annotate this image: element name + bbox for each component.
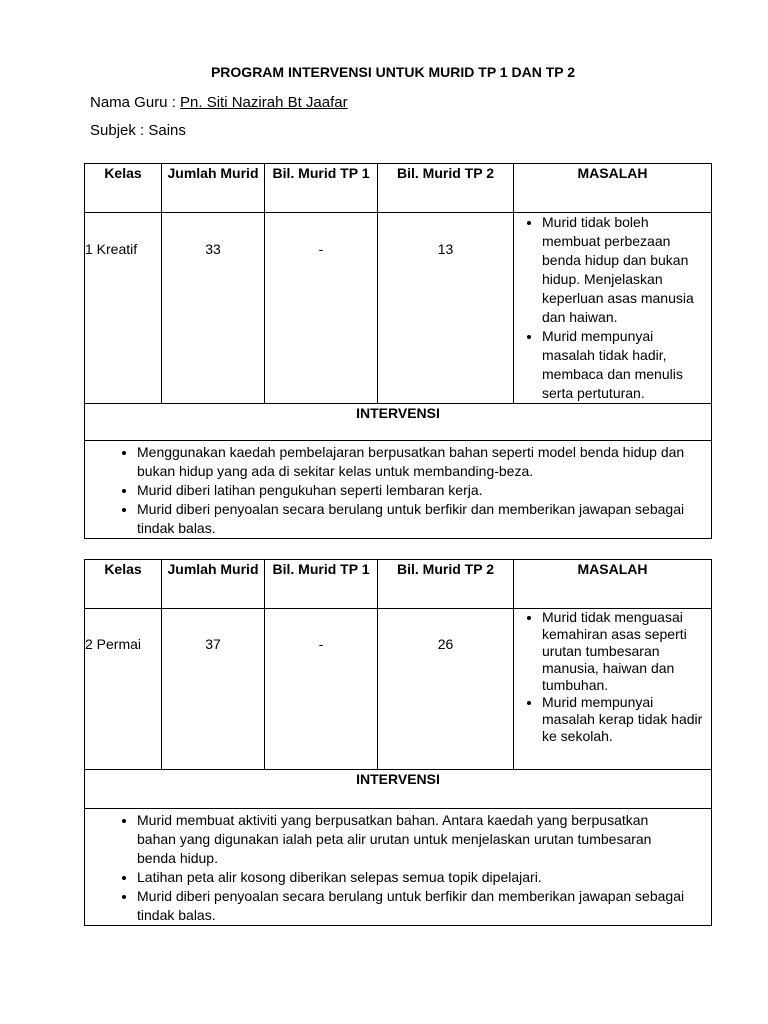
header-kelas: Kelas: [85, 164, 162, 213]
page-title: PROGRAM INTERVENSI UNTUK MURID TP 1 DAN TP 2: [210, 64, 576, 80]
list-item: • Latihan peta alir kosong diberikan selepas semua topik dipelajari.: [137, 868, 711, 887]
list-item: • Murid tidak boleh membuat perbezaan benda hidup dan bukan hidup. Menjelaskan keperluan asas manusia dan haiwan.: [542, 213, 711, 327]
intervention-table-1: [84, 163, 712, 539]
intervensi-cell: [85, 441, 712, 539]
header-jumlah-murid: Jumlah Murid: [162, 560, 265, 609]
cell-kelas: 1 Kreatif: [85, 213, 162, 404]
masalah-list: [514, 213, 711, 403]
list-item: • Murid diberi penyoalan secara berulang untuk berfikir dan memberikan jawapan sebagai tindak balas.: [137, 500, 711, 538]
intervensi-heading: INTERVENSI: [85, 404, 712, 441]
header-tp1: Bil. Murid TP 1: [265, 164, 378, 213]
intervensi-cell: [85, 809, 712, 926]
header-tp2: Bil. Murid TP 2: [378, 560, 514, 609]
header-masalah: MASALAH: [514, 560, 712, 609]
teacher-name: Pn. Siti Nazirah Bt Jaafar: [180, 94, 348, 111]
list-item: • Murid tidak menguasai kemahiran asas seperti urutan tumbesaran manusia, haiwan dan tumbuhan.: [542, 609, 711, 694]
subject-line: Subjek : Sains: [90, 122, 186, 139]
header-tp1: Bil. Murid TP 1: [265, 560, 378, 609]
cell-kelas: 2 Permai: [85, 609, 162, 770]
header-masalah: MASALAH: [514, 164, 712, 213]
list-item: • Murid membuat aktiviti yang berpusatkan bahan. Antara kaedah yang berpusatkan bahan yang digunakan ialah peta alir urutan untuk menjelaskan urutan tumbesaran benda hidup.: [137, 811, 711, 868]
intervensi-list: [85, 443, 711, 538]
masalah-list: [514, 609, 711, 745]
cell-masalah: [514, 609, 712, 770]
list-item: • Murid diberi penyoalan secara berulang untuk berfikir dan memberikan jawapan sebagai tindak balas.: [137, 887, 711, 925]
header-jumlah-murid: Jumlah Murid: [162, 164, 265, 213]
intervensi-heading: INTERVENSI: [85, 770, 712, 809]
teacher-line: [90, 94, 348, 111]
header-kelas: Kelas: [85, 560, 162, 609]
list-item: • Murid mempunyai masalah kerap tidak hadir ke sekolah.: [542, 694, 711, 745]
list-item: • Murid diberi latihan pengukuhan seperti lembaran kerja.: [137, 481, 711, 500]
cell-masalah: [514, 213, 712, 404]
cell-jumlah: 37: [162, 609, 265, 770]
intervensi-list: [85, 811, 711, 925]
cell-tp1: -: [265, 213, 378, 404]
list-item: • Menggunakan kaedah pembelajaran berpusatkan bahan seperti model benda hidup dan bukan hidup yang ada di sekitar kelas untuk membanding-beza.: [137, 443, 711, 481]
list-item: • Murid mempunyai masalah tidak hadir, membaca dan menulis serta pertuturan.: [542, 327, 711, 403]
header-tp2: Bil. Murid TP 2: [378, 164, 514, 213]
cell-tp2: 13: [378, 213, 514, 404]
cell-jumlah: 33: [162, 213, 265, 404]
teacher-label: Nama Guru :: [90, 94, 181, 111]
intervention-table-2: [84, 559, 712, 926]
cell-tp1: -: [265, 609, 378, 770]
cell-tp2: 26: [378, 609, 514, 770]
